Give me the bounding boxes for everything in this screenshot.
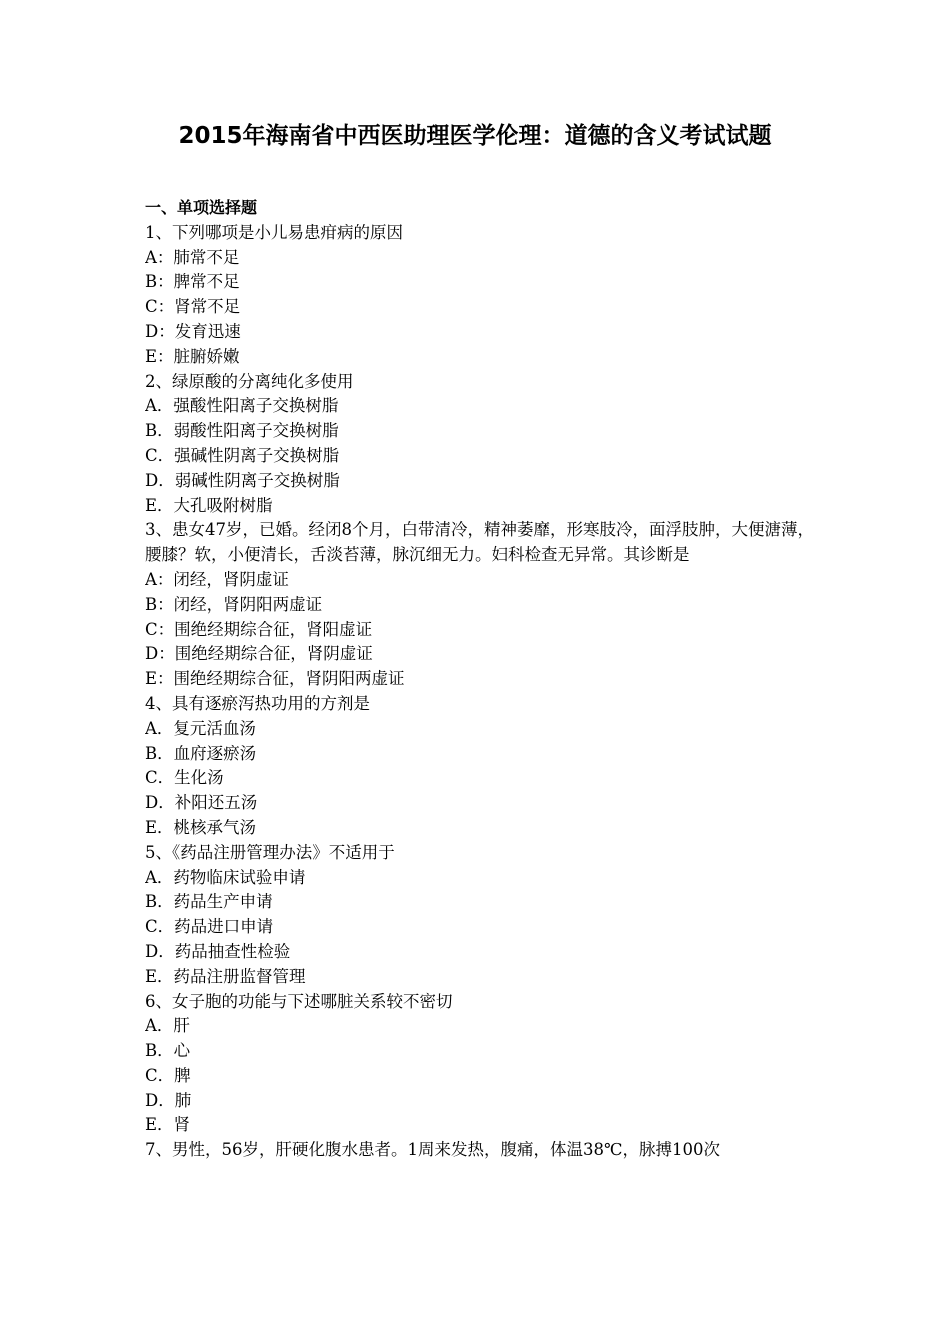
question-7	[145, 1138, 820, 1163]
option-e: E．药品注册监督管理	[145, 966, 306, 986]
option-a: A：肺常不足	[145, 247, 240, 267]
option-c: C．脾	[145, 1065, 191, 1085]
question-stem: 3、患女47岁，已婚。经闭8个月，白带清冷，精神萎靡，形寒肢冷，面浮肢肿，大便溏薄，腰膝？软，小便清长，舌淡苔薄，脉沉细无力。妇科检查无异常。其诊断是	[145, 520, 814, 565]
option-d: D．补阳还五汤	[145, 793, 258, 813]
option-b: B．血府逐瘀汤	[145, 743, 257, 763]
option-d: D．药品抽查性检验	[145, 941, 291, 961]
option-b: B：闭经，肾阴阳两虚证	[145, 594, 323, 614]
option-a: A：闭经，肾阴虚证	[145, 569, 289, 589]
option-e: E．大孔吸附树脂	[145, 495, 273, 515]
option-b: B．弱酸性阳离子交换树脂	[145, 421, 339, 441]
question-2	[145, 370, 820, 519]
question-3	[145, 518, 820, 692]
question-stem: 6、女子胞的功能与下述哪脏关系较不密切	[145, 991, 453, 1011]
option-e: E．桃核承气汤	[145, 817, 257, 837]
question-stem: 4、具有逐瘀泻热功用的方剂是	[145, 693, 370, 713]
question-stem: 2、绿原酸的分离纯化多使用	[145, 371, 354, 391]
option-b: B：脾常不足	[145, 272, 240, 292]
document-title: 2015年海南省中西医助理医学伦理：道德的含义考试试题	[178, 123, 772, 149]
question-stem: 5、《药品注册管理办法》不适用于	[145, 842, 395, 862]
question-5	[145, 841, 820, 990]
question-1	[145, 221, 820, 370]
option-a: A．复元活血汤	[145, 718, 256, 738]
question-6	[145, 990, 820, 1139]
option-e: E．肾	[145, 1115, 191, 1135]
option-d: D．肺	[145, 1090, 192, 1110]
option-a: A．肝	[145, 1016, 190, 1036]
option-b: B．心	[145, 1041, 191, 1061]
option-c: C．强碱性阴离子交换树脂	[145, 445, 340, 465]
option-a: A．药物临床试验申请	[145, 867, 306, 887]
option-d: D．弱碱性阴离子交换树脂	[145, 470, 340, 490]
section-heading: 一、单项选择题	[145, 198, 258, 217]
option-e: E：围绝经期综合征，肾阴阳两虚证	[145, 669, 405, 689]
option-a: A．强酸性阳离子交换树脂	[145, 396, 339, 416]
question-stem: 7、男性，56岁，肝硬化腹水患者。1周来发热，腹痛，体温38℃，脉搏100次	[145, 1140, 720, 1160]
option-d: D：围绝经期综合征，肾阴虚证	[145, 644, 373, 664]
option-c: C：围绝经期综合征，肾阳虚证	[145, 619, 373, 639]
option-c: C．药品进口申请	[145, 917, 274, 937]
option-d: D：发育迅速	[145, 321, 241, 341]
option-c: C：肾常不足	[145, 297, 241, 317]
question-4	[145, 692, 820, 841]
document-body	[145, 196, 820, 1163]
question-stem: 1、下列哪项是小儿易患疳病的原因	[145, 222, 403, 242]
option-b: B．药品生产申请	[145, 892, 273, 912]
option-e: E：脏腑娇嫩	[145, 346, 240, 366]
option-c: C．生化汤	[145, 768, 224, 788]
